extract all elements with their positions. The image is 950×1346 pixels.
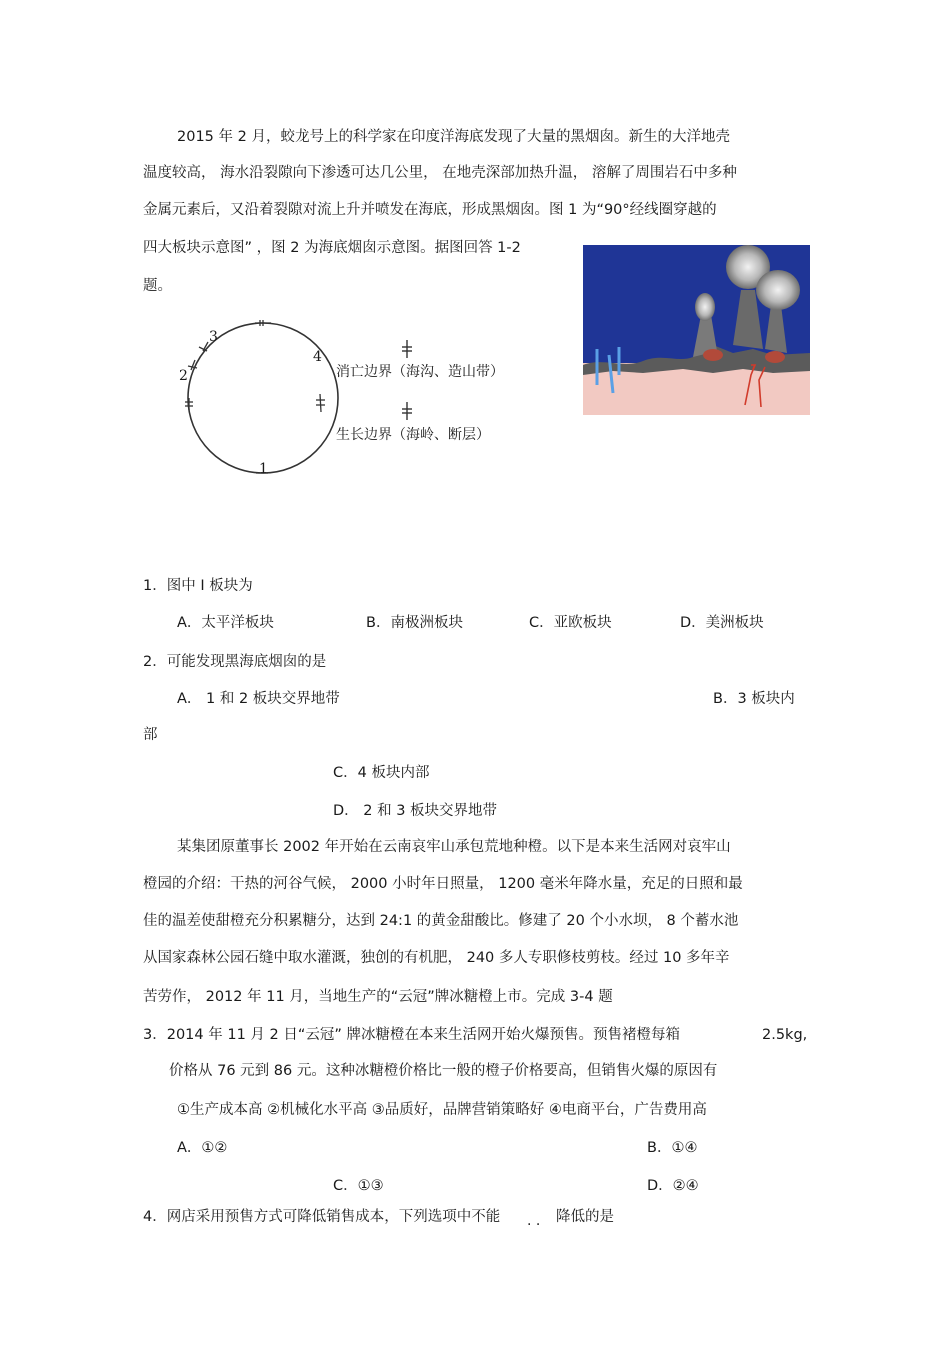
q2-option-d: D． 2 和 3 板块交界地带: [333, 803, 498, 819]
passage2-line5: 苦劳作， 2012 年 11 月，当地生产的“云冠”牌冰糖橙上市。完成 3-4 题: [143, 989, 613, 1005]
legend-growth-label: 生长边界（海岭、断层）: [336, 427, 490, 443]
vent-glow-left: [703, 349, 723, 361]
q4-stem-part1: 4．网店采用预售方式可降低销售成本，下列选项中不能: [143, 1209, 501, 1225]
smoke-plume-small: [695, 293, 715, 321]
q1-option-d: D．美洲板块: [680, 615, 764, 631]
q3-items: ①生产成本高 ②机械化水平高 ③品质好，品牌营销策略好 ④电商平台，广告费用高: [177, 1102, 707, 1118]
plate-label-3: 3: [209, 329, 218, 345]
q2-option-b-wrap: 部: [143, 727, 158, 743]
q2-option-b: B．3 板块内: [713, 691, 795, 707]
q3-option-a: A．①②: [177, 1140, 228, 1156]
q1-option-a: A．太平洋板块: [177, 615, 274, 631]
passage2-line2: 橙园的介绍：干热的河谷气候， 2000 小时年日照量， 1200 毫米年降水量，充足的日照和最: [143, 876, 743, 892]
q3-option-b: B．①④: [647, 1140, 698, 1156]
passage1-line4: 四大板块示意图” ，图 2 为海底烟囱示意图。据图回答 1-2: [143, 240, 521, 256]
legend-subduction-label: 消亡边界（海沟、造山带）: [336, 364, 504, 380]
q1-option-b: B．南极洲板块: [366, 615, 463, 631]
passage2-line3: 佳的温差使甜橙充分积累糖分，达到 24:1 的黄金甜酸比。修建了 20 个小水坝， 8 个蓄水池: [143, 913, 739, 929]
q2-stem: 2．可能发现黑海底烟囱的是: [143, 654, 327, 670]
passage1-line5: 题。: [143, 278, 172, 294]
passage1-line3: 金属元素后，又沿着裂隙对流上升并喷发在海底，形成黑烟囱。图 1 为“90°经线圈穿越的: [143, 202, 717, 218]
seafloor-chimney-figure: [583, 245, 810, 415]
q2-option-c: C．4 板块内部: [333, 765, 430, 781]
plate-label-2: 2: [179, 368, 188, 384]
passage1-line2: 温度较高， 海水沿裂隙向下渗透可达几公里， 在地壳深部加热升温， 溶解了周围岩石中多种: [143, 165, 737, 181]
q3-stem-line2: 价格从 76 元到 86 元。这种冰糖橙价格比一般的橙子价格要高，但销售火爆的原因有: [169, 1063, 718, 1079]
q3-stem-part2: 2.5kg,: [762, 1027, 808, 1043]
q2-option-a: A． 1 和 2 板块交界地带: [177, 691, 340, 707]
plate-circle-figure: [170, 320, 515, 485]
q1-stem: 1．图中 I 板块为: [143, 578, 253, 594]
vent-glow-right: [765, 351, 785, 363]
passage2-line4: 从国家森林公园石缝中取水灌溉，独创的有机肥， 240 多人专职修枝剪枝。经过 10 多年辛: [143, 950, 730, 966]
passage2-line1: 某集团原董事长 2002 年开始在云南哀牢山承包荒地种橙。以下是本来生活网对哀牢山: [177, 839, 731, 855]
q3-option-d: D．②④: [647, 1178, 699, 1194]
boundary-marks: [185, 320, 325, 473]
plate-label-4: 4: [313, 349, 322, 365]
q4-stem-part2: 降低的是: [556, 1209, 614, 1225]
emphasis-dots: . .: [527, 1213, 541, 1229]
plate-label-1: 1: [259, 461, 268, 477]
passage1-line1: 2015 年 2 月，蛟龙号上的科学家在印度洋海底发现了大量的黑烟囱。新生的大洋地壳: [177, 129, 730, 145]
q3-stem-part1: 3．2014 年 11 月 2 日“云冠” 牌冰糖橙在本来生活网开始火爆预售。预售褚橙每箱: [143, 1027, 680, 1043]
q3-option-c: C．①③: [333, 1178, 384, 1194]
smoke-plume-right: [756, 270, 800, 310]
q1-option-c: C．亚欧板块: [529, 615, 612, 631]
